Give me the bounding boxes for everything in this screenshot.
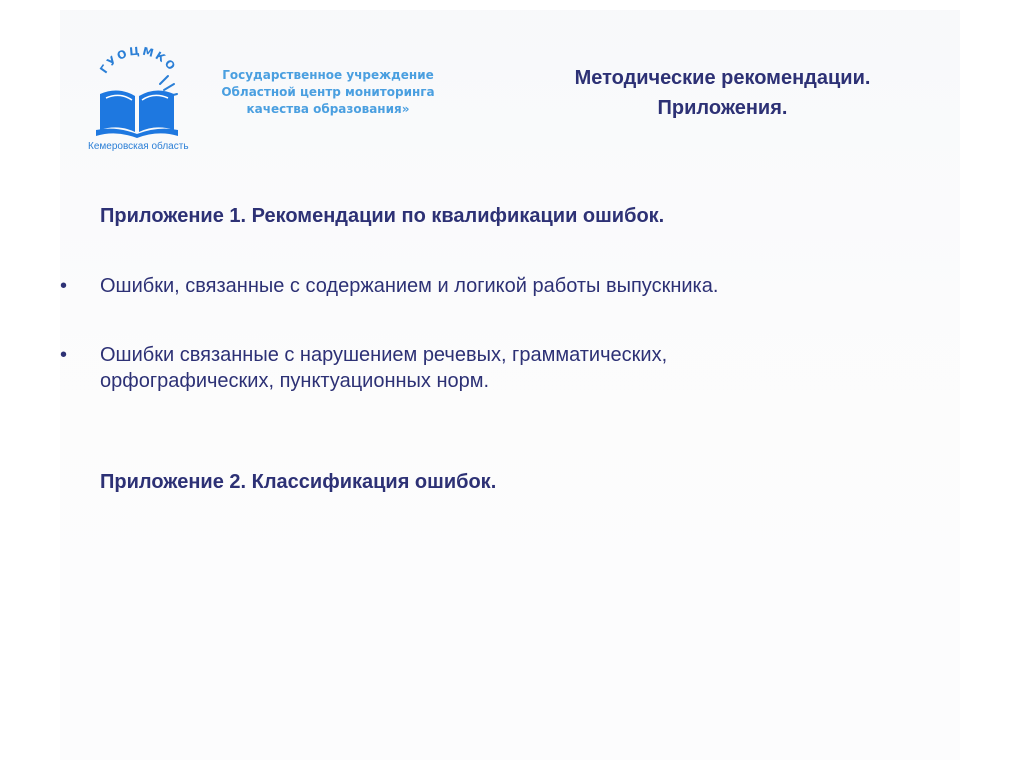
slide-title-line: Приложения. xyxy=(657,97,788,119)
organization-name-line: Областной центр мониторинга xyxy=(221,85,435,99)
open-book-icon xyxy=(96,90,178,138)
list-item-line: Ошибки связанные с нарушением речевых, грамматических, xyxy=(100,344,668,366)
organization-name-line: качества образования» xyxy=(246,102,410,116)
slide-title xyxy=(500,63,945,123)
logo-arc-text: ГУОЦМКО xyxy=(97,44,179,77)
logo-caption: Кемеровская область xyxy=(88,141,189,152)
list-item-line: орфографических, пунктуационных норм. xyxy=(100,370,490,392)
organization-name-line: Государственное учреждение xyxy=(222,68,434,82)
slide-title-line: Методические рекомендации. xyxy=(574,67,871,89)
svg-text:ГУОЦМКО xyxy=(97,44,179,76)
book-logo-icon xyxy=(82,40,194,144)
bullet-icon: • xyxy=(60,275,68,297)
list-item-text xyxy=(100,273,920,299)
appendix-2-heading: Приложение 2. Классификация ошибок. xyxy=(100,471,497,493)
list-item-line: Ошибки, связанные с содержанием и логикой работы выпускника. xyxy=(100,275,719,297)
bullet-icon: • xyxy=(60,344,68,366)
organization-name xyxy=(198,67,458,118)
appendix-1-heading: Приложение 1. Рекомендации по квалификации ошибок. xyxy=(100,205,665,227)
list-item-text xyxy=(100,342,920,394)
